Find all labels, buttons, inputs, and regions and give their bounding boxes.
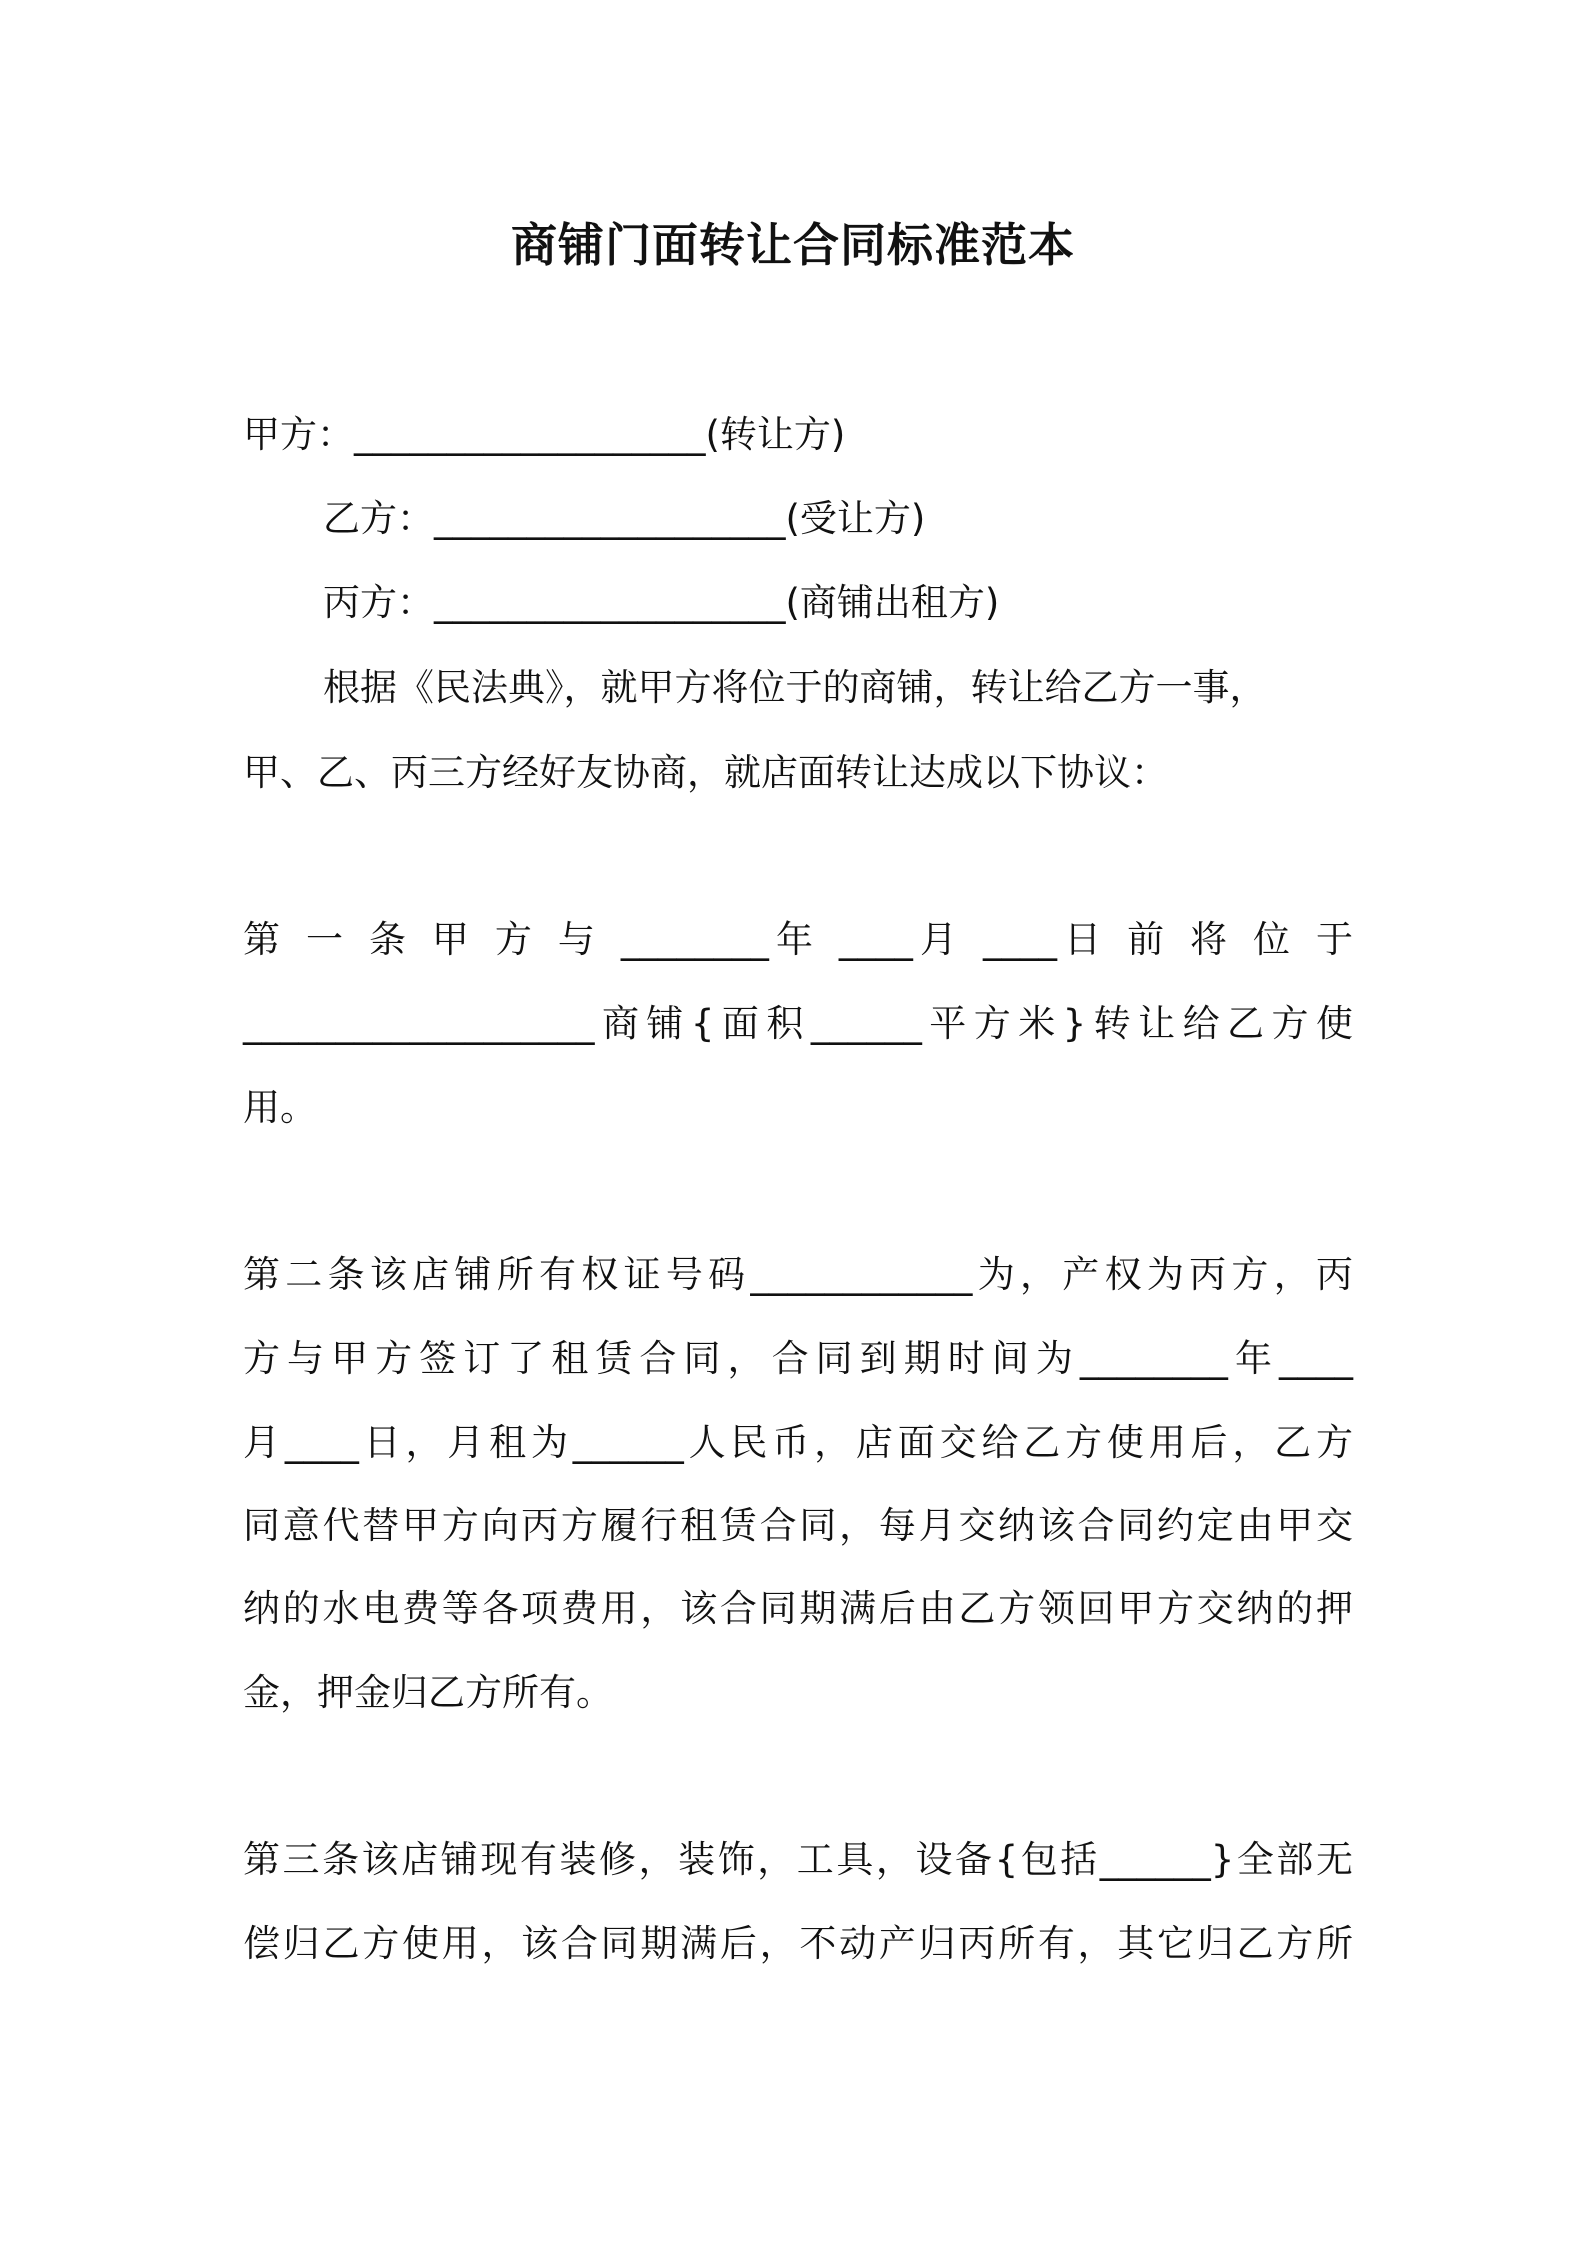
preamble-line-2: 甲、乙、丙三方经好友协商，就店面转让达成以下协议： [243,751,1168,794]
document-title: 商铺门面转让合同标准范本 [511,218,1075,272]
article-3-line-2: 偿归乙方使用，该合同期满后，不动产归丙所有，其它归乙方所 [243,1922,1353,1965]
article-2-line-2: 方与甲方签订了租赁合同，合同到期时间为________年____ [243,1337,1353,1380]
article-1-line-3: 用。 [243,1086,317,1129]
article-1-line-1: 第 一 条 甲 方 与 ________年 ____月 ____日 前 将 位 于 [243,918,1353,961]
party-b-line: 乙方：___________________(受让方) [323,497,926,540]
party-a-line: 甲方：___________________(转让方) [243,413,846,456]
article-1-line-2: ___________________商铺{面积______平方米}转让给乙方使 [243,1002,1353,1045]
article-2-line-1: 第二条该店铺所有权证号码____________为，产权为丙方，丙 [243,1253,1353,1296]
article-2-line-3: 月____日，月租为______人民币，店面交给乙方使用后，乙方 [243,1421,1353,1464]
preamble-line-1: 根据《民法典》，就甲方将位于的商铺，转让给乙方一事， [323,666,1267,709]
article-2-line-4: 同意代替甲方向丙方履行租赁合同，每月交纳该合同约定由甲交 [243,1504,1353,1547]
article-3-line-1: 第三条该店铺现有装修，装饰，工具，设备{包括______}全部无 [243,1838,1353,1881]
party-c-line: 丙方：___________________(商铺出租方) [323,581,1000,624]
article-2-line-6: 金，押金归乙方所有。 [243,1671,613,1714]
article-2-line-5: 纳的水电费等各项费用，该合同期满后由乙方领回甲方交纳的押 [243,1587,1353,1630]
